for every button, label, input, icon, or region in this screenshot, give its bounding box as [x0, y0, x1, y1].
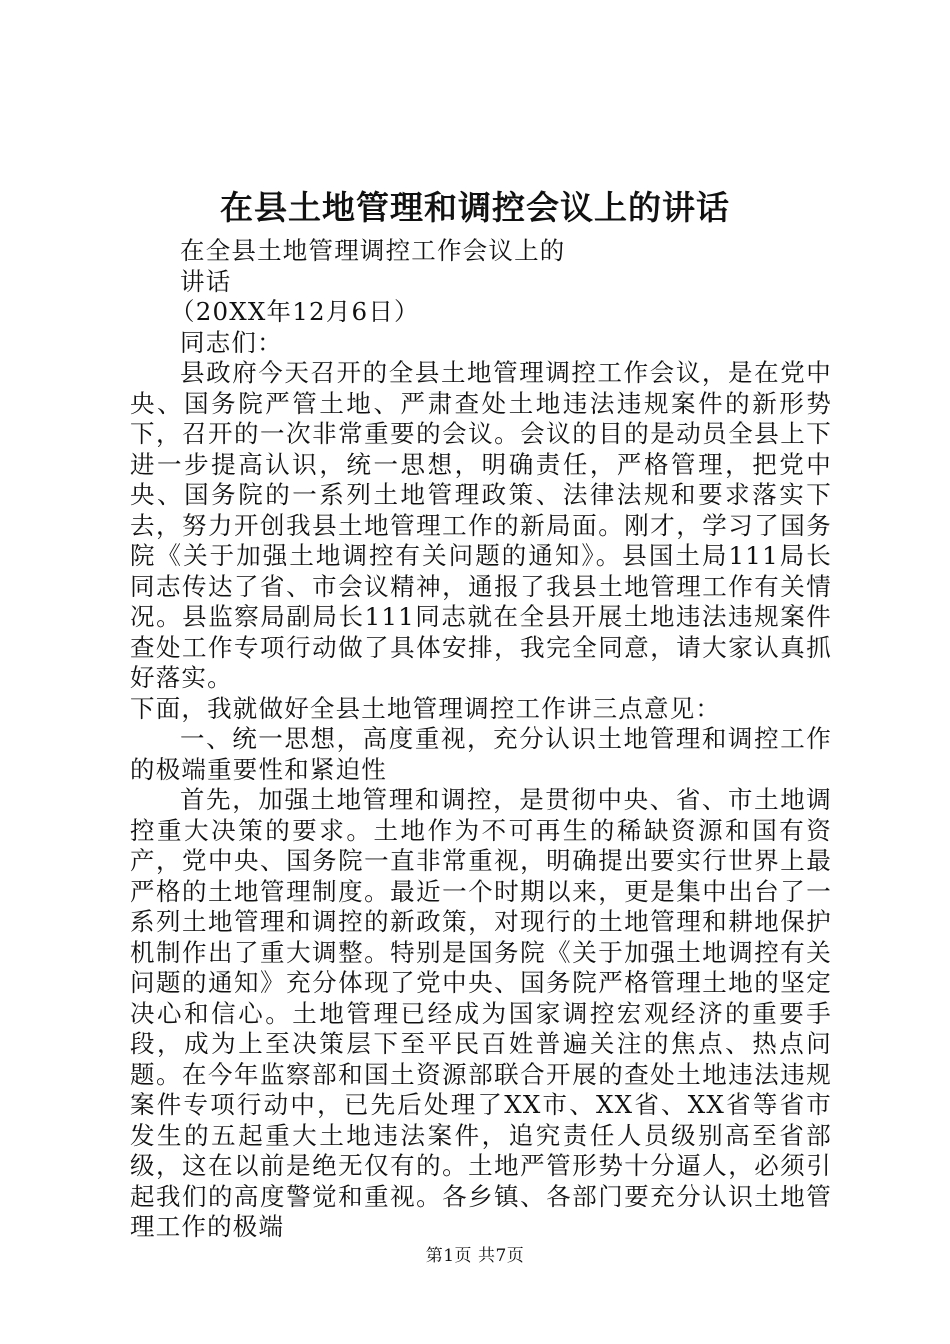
- salutation: 同志们：: [180, 327, 283, 357]
- speech-date: （20XX年12月6日）: [170, 297, 420, 326]
- page-number-footer: 第1页 共7页: [425, 1246, 525, 1266]
- section-heading-1: 一、统一思想，高度重视，充分认识土地管理和调控工作的极端重要性和紧迫性: [130, 724, 832, 784]
- paragraph-first-point: 首先，加强土地管理和调控，是贯彻中央、省、市土地调控重大决策的要求。土地作为不可再生的稀缺资源和国有资产，党中央、国务院一直非常重视，明确提出要实行世界上最严格的土地管理制度。最近一个时期以来，更是集中出台了一系列土地管理和调控的新政策，对现行的土地管理和耕地保护机制作出了重大调整。特别是国务院《关于加强土地调控有关问题的通知》充分体现了党中央、国务院严格管理土地的坚定决心和信心。土地管理已经成为国家调控宏观经济的重要手段，成为上至决策层下至平民百姓普遍关注的焦点、热点问题。在今年监察部和国土资源部联合开展的查处土地违法违规案件专项行动中，已先后处理了XX市、XX省、XX省等省市发生的五起重大土地违法案件，追究责任人员级别高至省部级，这在以前是绝无仅有的。土地严管形势十分逼人，必须引起我们的高度警觉和重视。各乡镇、各部门要充分认识土地管理工作的极端: [130, 785, 832, 1241]
- document-body: [130, 236, 832, 1243]
- subtitle-line-2: 讲话: [180, 266, 232, 296]
- subtitle-line-1: 在全县土地管理调控工作会议上的: [180, 236, 566, 265]
- paragraph-opening: 县政府今天召开的全县土地管理调控工作会议，是在党中央、国务院严管土地、严肃查处土地违法违规案件的新形势下，召开的一次非常重要的会议。会议的目的是动员全县上下进一步提高认识，统一思想，明确责任，严格管理，把党中央、国务院的一系列土地管理政策、法律法规和要求落实下去，努力开创我县土地管理工作的新局面。刚才，学习了国务院《关于加强土地调控有关问题的通知》。县国土局111局长同志传达了省、市会议精神，通报了我县土地管理工作有关情况。县监察局副局长111同志就在全县开展土地违法违规案件查处工作专项行动做了具体安排，我完全同意，请大家认真抓好落实。: [130, 358, 832, 692]
- paragraph-transition: 下面，我就做好全县土地管理调控工作讲三点意见：: [130, 693, 722, 723]
- document-title: 在县土地管理和调控会议上的讲话: [220, 188, 730, 227]
